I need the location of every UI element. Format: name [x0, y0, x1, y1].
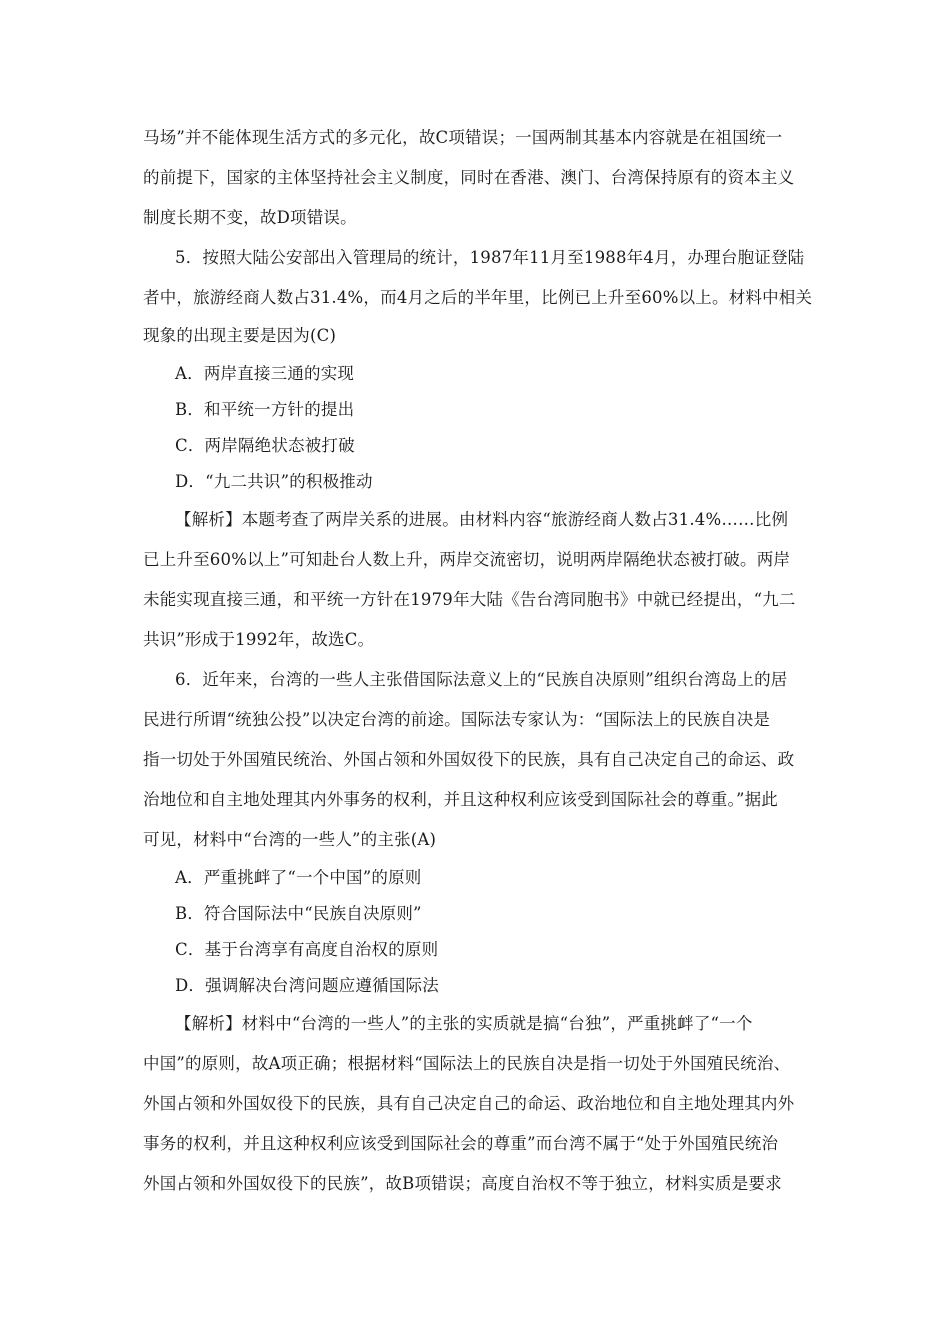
analysis-heading-line: 【解析】材料中“台湾的一些人”的主张的实质就是搞“台独”，严重挑衅了“一个 — [175, 1014, 753, 1033]
text-line: 的前提下，国家的主体坚持社会主义制度，同时在香港、澳门、台湾保持原有的资本主义 — [143, 168, 795, 187]
text-line: 外国占领和外国奴役下的民族”，故B项错误；高度自治权不等于独立，材料实质是要求 — [143, 1174, 782, 1193]
text-line: 制度长期不变，故D项错误。 — [143, 208, 357, 227]
text-line: 者中，旅游经商人数占31.4%，而4月之后的半年里，比例已上升至60%以上。材料中相关 — [143, 288, 813, 307]
option-d: D．“九二共识”的积极推动 — [175, 472, 373, 491]
analysis-heading-line: 【解析】本题考查了两岸关系的进展。由材料内容“旅游经商人数占31.4%……比例 — [175, 510, 789, 529]
option-b: B．符合国际法中“民族自决原则” — [175, 904, 422, 923]
option-a: A．严重挑衅了“一个中国”的原则 — [175, 868, 422, 887]
option-c: C．两岸隔绝状态被打破 — [175, 436, 355, 455]
option-c: C．基于台湾享有高度自治权的原则 — [175, 940, 439, 959]
text-line: 中国”的原则，故A项正确；根据材料“国际法上的民族自决是指一切处于外国殖民统治、 — [143, 1054, 791, 1073]
text-line: 治地位和自主地处理其内外事务的权利，并且这种权利应该受到国际社会的尊重。”据此 — [143, 790, 778, 809]
text-line: 现象的出现主要是因为(C) — [143, 326, 337, 345]
option-a: A．两岸直接三通的实现 — [175, 364, 355, 383]
question-5-stem: 5．按照大陆公安部出入管理局的统计，1987年11月至1988年4月，办理台胞证登陆 — [175, 248, 805, 267]
text-line: 可见，材料中“台湾的一些人”的主张(A) — [143, 830, 437, 849]
text-line: 外国占领和外国奴役下的民族，具有自己决定自己的命运、政治地位和自主地处理其内外 — [143, 1094, 795, 1113]
text-line: 已上升至60%以上”可知赴台人数上升，两岸交流密切，说明两岸隔绝状态被打破。两岸 — [143, 550, 791, 569]
question-6-stem: 6．近年来，台湾的一些人主张借国际法意义上的“民族自决原则”组织台湾岛上的居 — [175, 670, 788, 689]
text-line: 民进行所谓“统独公投”以决定台湾的前途。国际法专家认为：“国际法上的民族自决是 — [143, 710, 771, 729]
text-line: 共识”形成于1992年，故选C。 — [143, 630, 375, 649]
text-line: 马场”并不能体现生活方式的多元化，故C项错误；一国两制其基本内容就是在祖国统一 — [143, 128, 783, 147]
text-line: 未能实现直接三通，和平统一方针在1979年大陆《告台湾同胞书》中就已经提出，“九二 — [143, 590, 796, 609]
text-line: 指一切处于外国殖民统治、外国占领和外国奴役下的民族，具有自己决定自己的命运、政 — [143, 750, 795, 769]
text-line: 事务的权利，并且这种权利应该受到国际社会的尊重”而台湾不属于“处于外国殖民统治 — [143, 1134, 779, 1153]
option-b: B．和平统一方针的提出 — [175, 400, 355, 419]
option-d: D．强调解决台湾问题应遵循国际法 — [175, 976, 439, 995]
